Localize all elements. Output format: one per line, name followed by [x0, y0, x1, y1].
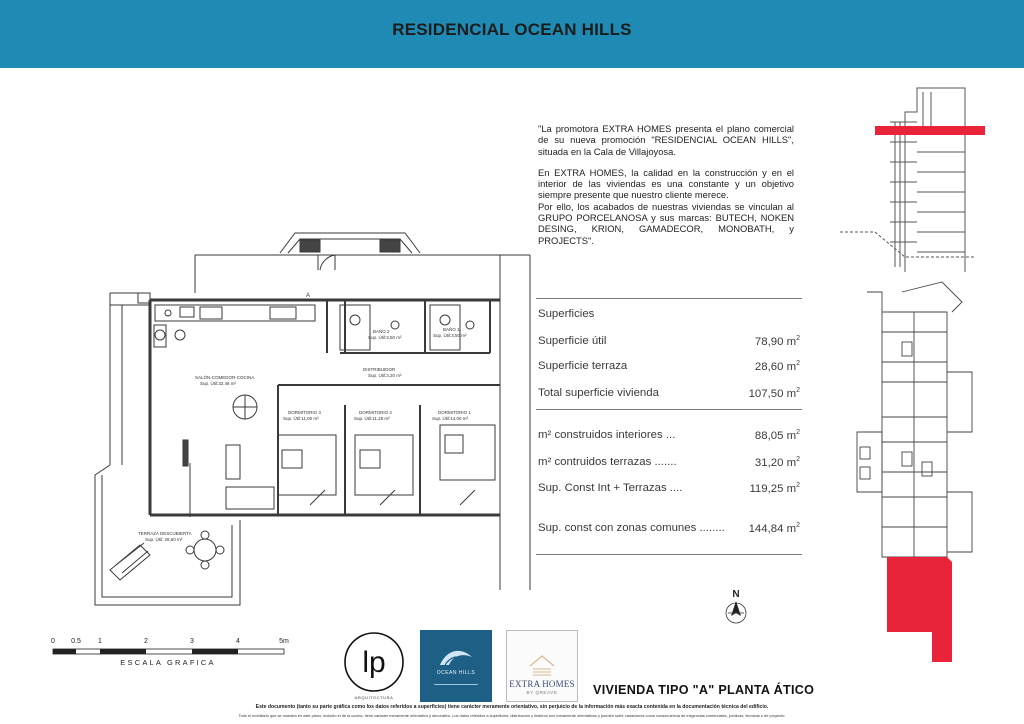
surface-row: Superficie terraza 28,60 $m^2$ [538, 360, 800, 373]
house-lines-icon [527, 653, 557, 679]
floor-plan [50, 225, 535, 610]
highlight-unit [887, 557, 952, 662]
entrance-letter: A [306, 293, 311, 299]
divider [536, 554, 802, 555]
room-name-terraza: TERRAZA DESCUBIERTA [138, 531, 192, 536]
room-area-bano2: Sup. Útil:3,50 m² [368, 335, 402, 340]
disclaimer-secondary: Todo el mobiliario que se muestra en este plano, incluido el de la cocina, tiene carácter meramente orientativo y decorativo. Los datos referidos a superficies, distribución y linderos son meramente orientativos y pueden sufrir variaciones como consecuencia de exigencias comerciales, jurídicas, técnicas o de proyecto. [238, 713, 786, 718]
ocean-hills-logo-text: OCEAN HILLS [436, 670, 476, 676]
highlight-floor [875, 126, 985, 135]
north-arrow-icon [716, 586, 756, 634]
unit-type-title: VIVIENDA TIPO "A" PLANTA ÁTICO [593, 683, 815, 697]
room-name-dormitorio3: DORMITORIO 3 [288, 410, 321, 415]
planter-unit [300, 240, 320, 252]
room-name-bano1: BAÑO 1 [443, 327, 460, 332]
planter-unit [380, 240, 400, 252]
surface-row: m² contruidos terrazas ....... 31,20 $m^2$ [538, 456, 800, 469]
superficies-heading: Superficies [538, 308, 595, 320]
surface-row: m² construidos interiores ... 88,05 $m^2$ [538, 429, 800, 442]
header-bar [0, 0, 1024, 68]
room-area-dormitorio3: Sup. Útil:11,00 m² [283, 416, 319, 421]
intro-text [538, 123, 794, 256]
scale-label: ESCALA GRAFICA [120, 658, 216, 667]
room-area-dormitorio2: Sup. Útil:11,25 m² [354, 416, 390, 421]
lp-logo-mark: lp [362, 646, 386, 679]
room-name-dormitorio2: DORMITORIO 2 [359, 410, 392, 415]
surface-row: Superficie útil 78,90 $m^2$ [538, 335, 800, 348]
scale-tick: 2 [144, 638, 148, 645]
scale-tick: 4 [236, 638, 240, 645]
ocean-hills-logo [420, 630, 492, 702]
wave-icon [437, 647, 475, 669]
scale-tick: 0.5 [71, 638, 81, 645]
lp-logo-subtitle: ARQUITECTURA [354, 695, 394, 700]
surface-row: Sup. const con zonas comunes ........ 144,84 $m^2$ [538, 522, 800, 535]
room-name-distribuidor: DISTRIBUIDOR [363, 367, 396, 372]
building-section [835, 82, 985, 272]
intro-paragraph-1: "La promotora EXTRA HOMES presenta el plano comercial de su nueva promoción "RESIDENCIAL OCEAN HILLS", situada en la Cala de Villajoyosa. [538, 123, 794, 157]
north-letter: N [732, 589, 740, 600]
extra-homes-logo-subtitle: BY QREAVE [526, 690, 558, 695]
divider [536, 409, 802, 410]
disclaimer-primary: Este documento (tanto su parte gráfica como los datos referidos a superficies) tiene carácter meramente orientativo, sin perjuicio de la información más exacta contenida en la documentación técnica del edificio. [255, 704, 769, 710]
surface-row: Sup. Const Int + Terrazas .... 119,25 $m^2$ [538, 482, 800, 495]
extra-homes-logo [506, 630, 578, 702]
room-area-dormitorio1: Sup. Útil:14,00 m² [432, 416, 469, 421]
key-plan [842, 272, 992, 672]
intro-paragraph-3: Por ello, los acabados de nuestras viviendas se vinculan al GRUPO PORCELANOSA y sus marcas: BUTECH, NOKEN DESING, KRION, GAMADECOR, MONOBATH, y PROJECTS". [538, 200, 794, 246]
intro-paragraph-2: En EXTRA HOMES, la calidad en la construcción y en el interior de las viviendas es una constante y un objetivo siempre presente que nuestro cliente merece. [538, 166, 794, 201]
room-area-salon: Sup. Útil:32,46 m² [200, 381, 237, 386]
extra-homes-logo-text: EXTRA HOMES [509, 679, 575, 689]
scale-tick: 5m [279, 638, 289, 645]
divider [536, 298, 802, 299]
scale-tick: 1 [98, 638, 102, 645]
scale-tick: 0 [51, 638, 55, 645]
scale-tick: 3 [190, 638, 194, 645]
surface-row: Total superficie vivienda 107,50 $m^2$ [538, 387, 800, 400]
lp-logo [338, 630, 410, 702]
ocean-hills-logo-rule [434, 684, 478, 685]
room-area-bano1: Sup. Útil:3,50 m² [433, 333, 467, 338]
room-name-salon: SALÓN-COMEDOR-COCINA [195, 375, 255, 380]
room-name-bano2: BAÑO 2 [373, 329, 390, 334]
page-title: RESIDENCIAL OCEAN HILLS [392, 20, 632, 39]
room-name-dormitorio1: DORMITORIO 1 [438, 410, 471, 415]
room-area-distribuidor: Sup. Útil:3,20 m² [368, 373, 402, 378]
graphic-scale [42, 632, 302, 672]
room-area-terraza: Sup. Útil: 28,60 m² [145, 537, 183, 542]
